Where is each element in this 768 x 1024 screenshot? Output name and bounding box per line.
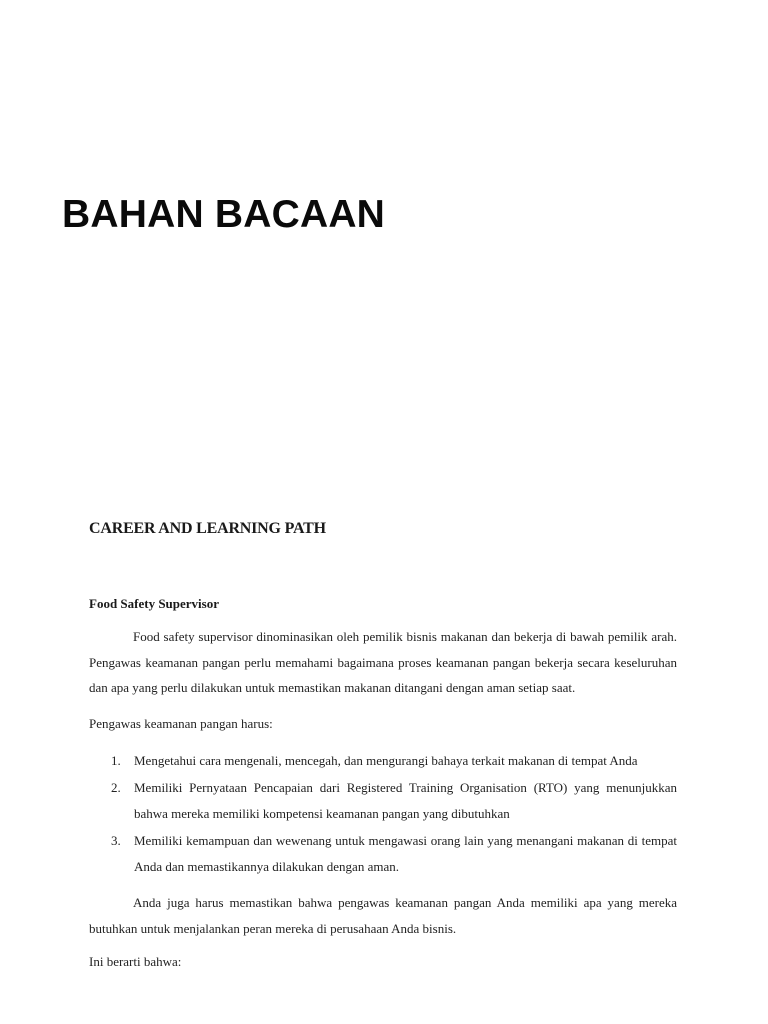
list-item-number: 1. (111, 753, 121, 768)
paragraph-cutoff: Ini berarti bahwa: (89, 954, 182, 969)
requirements-list (89, 748, 677, 880)
list-item (89, 828, 677, 880)
section-heading: CAREER AND LEARNING PATH (89, 520, 326, 537)
list-item-text: Memiliki kemampuan dan wewenang untuk mengawasi orang lain yang menangani makanan di tempat Anda dan memastikannya dilakukan dengan aman. (134, 833, 677, 874)
list-item-text: Memiliki Pernyataan Pencapaian dari Registered Training Organisation (RTO) yang menunjukkan bahwa mereka memiliki kompetensi keamanan pangan yang dibutuhkan (134, 780, 677, 821)
list-item-number: 3. (111, 833, 121, 848)
list-item-text: Mengetahui cara mengenali, mencegah, dan mengurangi bahaya terkait makanan di tempat Anda (134, 753, 638, 768)
list-intro: Pengawas keamanan pangan harus: (89, 715, 273, 731)
cover-title: BAHAN BACAAN (62, 193, 386, 236)
paragraph-intro: Food safety supervisor dinominasikan oleh pemilik bisnis makanan dan bekerja di bawah pemilik arah. Pengawas keamanan pangan perlu memahami bagaimana proses keamanan pangan bekerja secara keseluruhan dan apa yang perlu dilakukan untuk memastikan makanan ditangani dengan aman setiap saat. (89, 629, 677, 695)
list-item (89, 775, 677, 827)
sub-heading: Food Safety Supervisor (89, 596, 219, 611)
list-item (89, 748, 677, 774)
document-body (89, 520, 677, 975)
list-item-number: 2. (111, 780, 121, 795)
paragraph-closing: Anda juga harus memastikan bahwa pengawas keamanan pangan Anda memiliki apa yang mereka butuhkan untuk menjalankan peran mereka di perusahaan Anda bisnis. (89, 895, 677, 936)
